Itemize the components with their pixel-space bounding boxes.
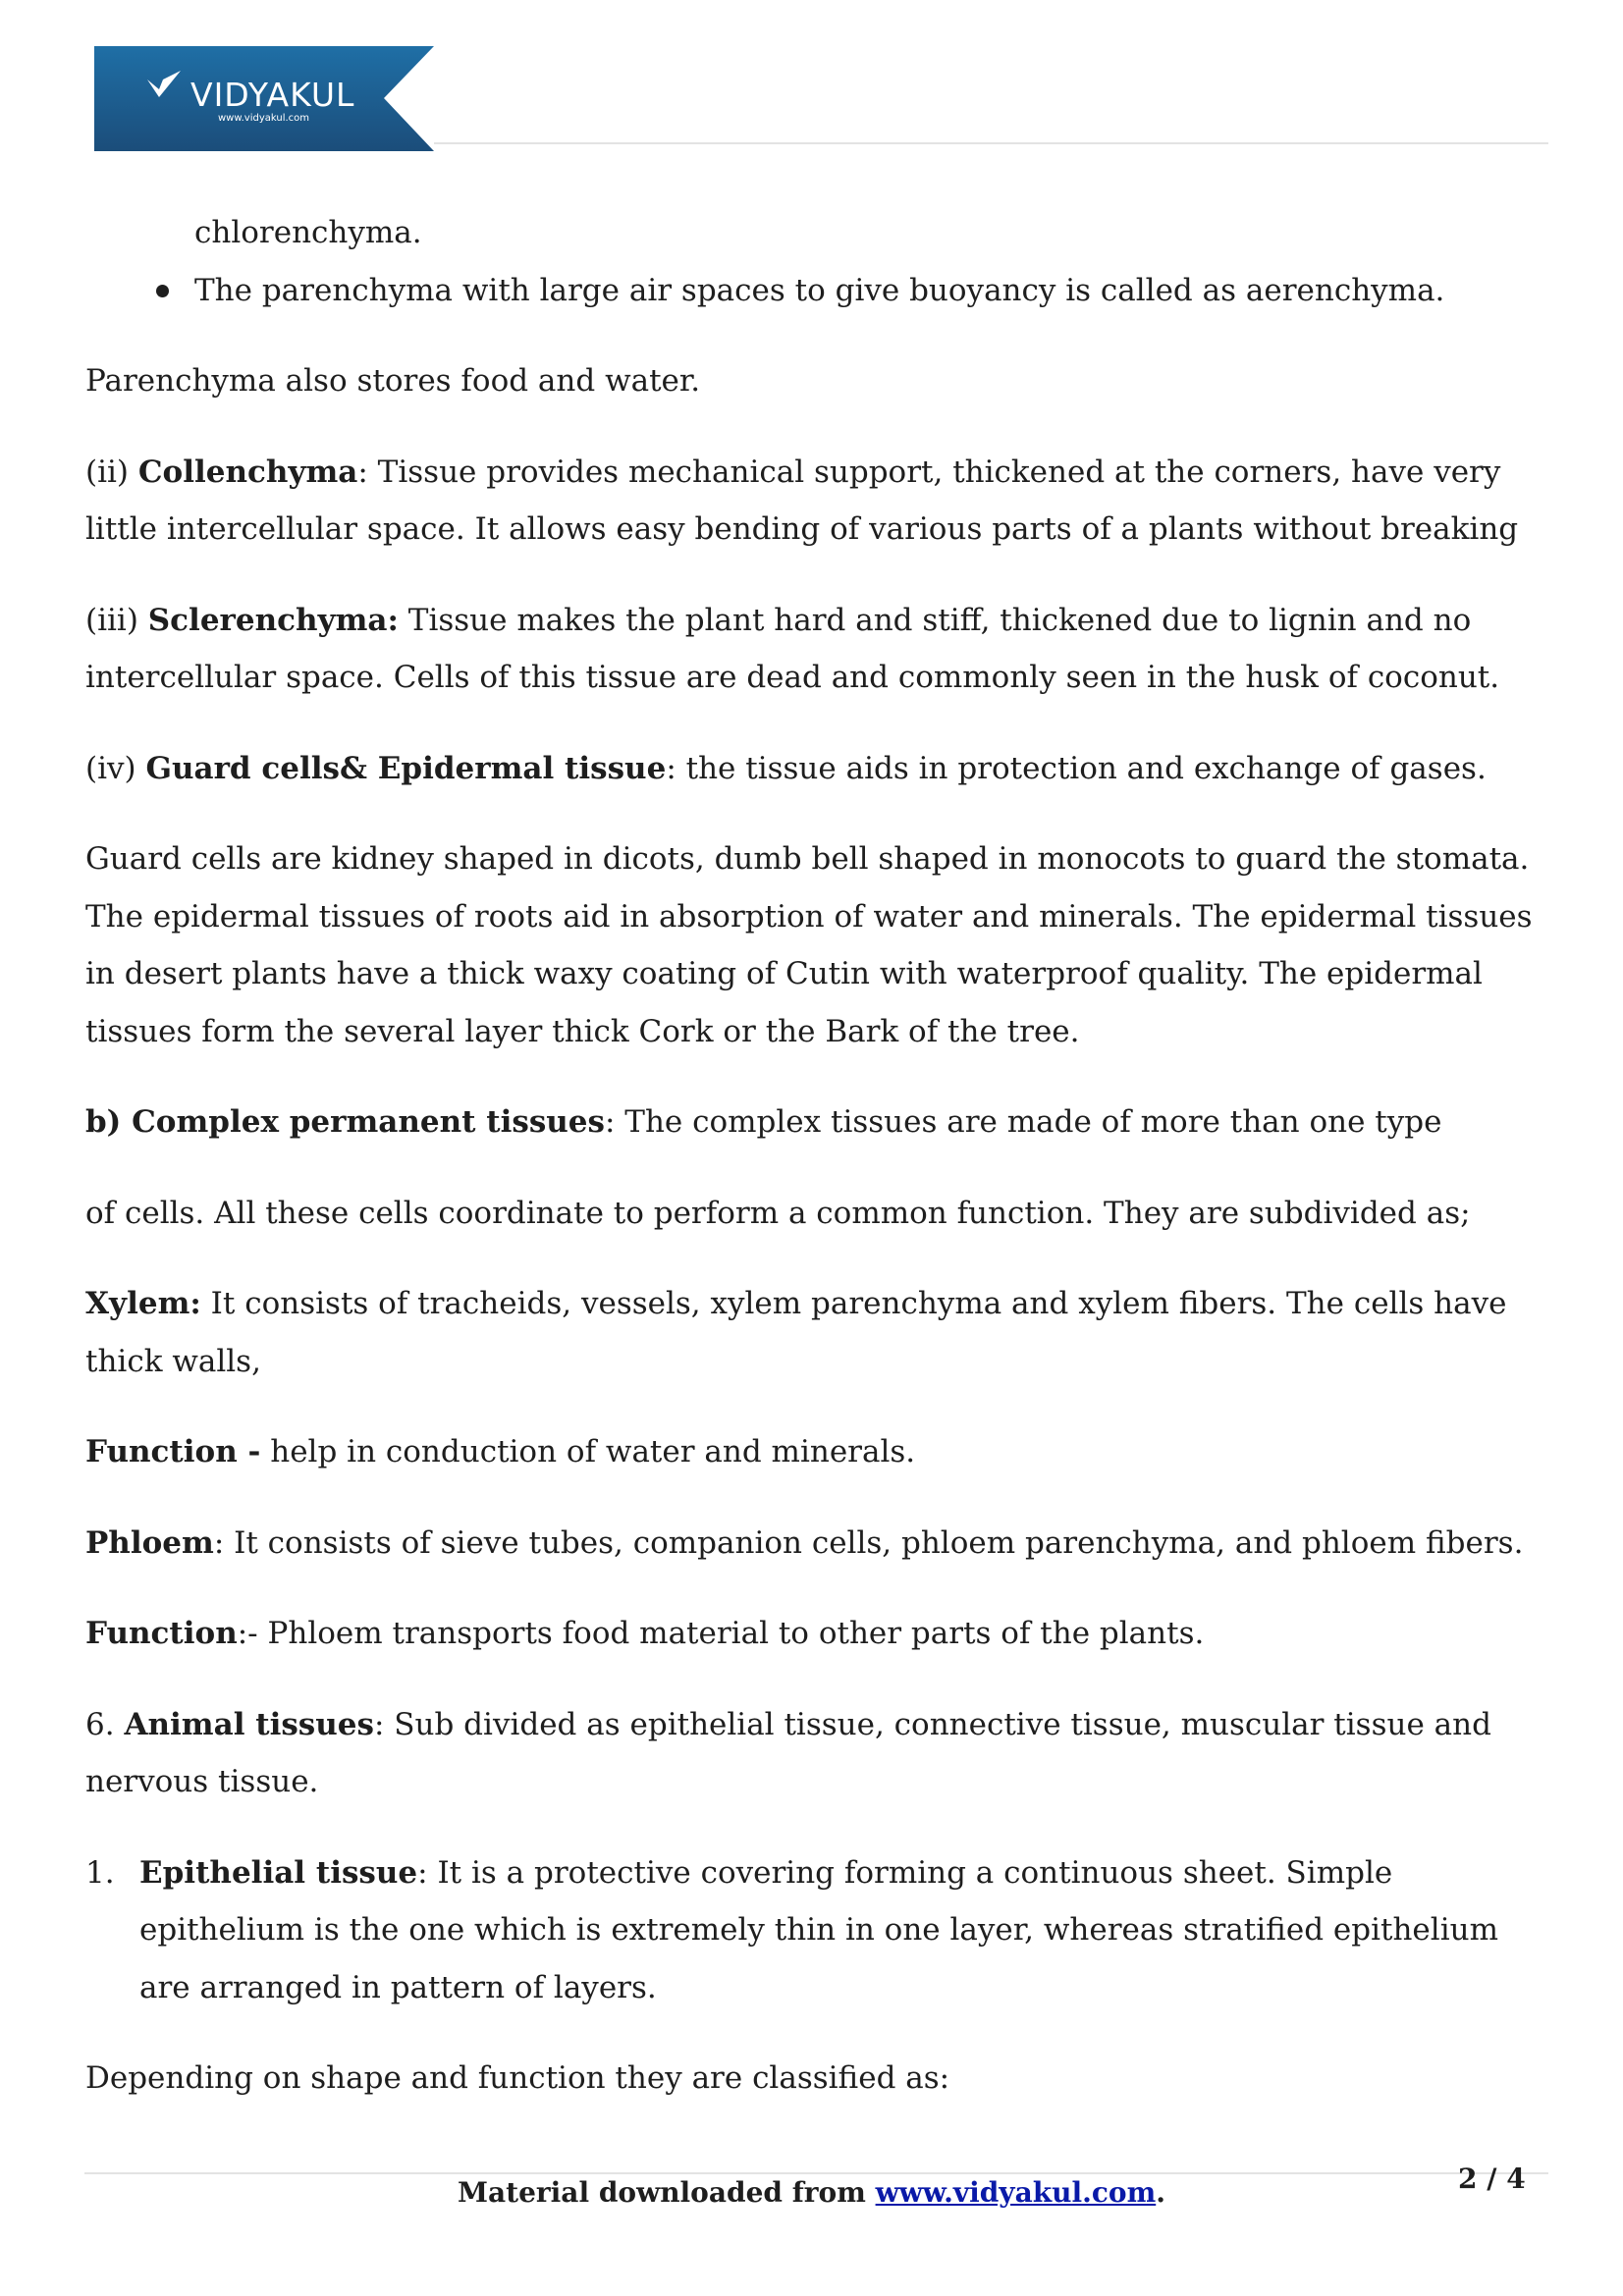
term-sclerenchyma: Sclerenchyma: <box>147 602 399 638</box>
list-number: 1. <box>85 1854 115 1891</box>
vidyakul-logo[interactable] <box>94 46 434 151</box>
term-complex: b) Complex permanent tissues <box>85 1104 605 1140</box>
page-number: 2 / 4 <box>1458 2163 1526 2195</box>
logo-name: VIDYAKUL <box>190 76 355 114</box>
term-function: Function <box>85 1616 238 1651</box>
paragraph-guard-cells-detail: Guard cells are kidney shaped in dicots, dumb bell shaped in monocots to guard the stomata. The epidermal tissues of roots aid in absorption of water and minerals. The epidermal tissues in desert plants have a thick waxy coating of Cutin with waterproof quality. The epidermal tissues form the several layer thick Cork or the Bark of the tree. <box>85 841 1533 1049</box>
paragraph-classified: Depending on shape and function they are classified as: <box>85 2060 950 2096</box>
paragraph-animal: 6. Animal tissues: Sub divided as epithelial tissue, connective tissue, muscular tissue and nervous tissue. <box>85 1706 1491 1799</box>
paragraph-xylem-function: Function - help in conduction of water and minerals. <box>85 1434 916 1469</box>
term-xylem: Xylem: <box>85 1286 201 1321</box>
footer-attribution: Material downloaded from www.vidyakul.com. <box>458 2176 1165 2209</box>
term-function: Function - <box>85 1434 261 1469</box>
term-collenchyma: Collenchyma <box>137 454 358 490</box>
footer-link[interactable]: www.vidyakul.com <box>875 2176 1157 2209</box>
document-body <box>85 204 1558 2141</box>
bullet-icon <box>156 285 169 297</box>
logo-url: www.vidyakul.com <box>218 113 310 124</box>
paragraph-complex-cont: of cells. All these cells coordinate to perform a common function. They are subdivided as; <box>85 1195 1471 1231</box>
paragraph-collenchyma: (ii) Collenchyma: Tissue provides mechanical support, thickened at the corners, have very little intercellular space. It allows easy bending of various parts of a plants without breaking <box>85 454 1519 547</box>
bullet-list <box>85 262 1558 320</box>
paragraph-phloem-function: Function:- Phloem transports food material to other parts of the plants. <box>85 1616 1205 1651</box>
paragraph-guard-cells: (iv) Guard cells& Epidermal tissue: the tissue aids in protection and exchange of gases. <box>85 750 1487 786</box>
paragraph-phloem: Phloem: It consists of sieve tubes, companion cells, phloem parenchyma, and phloem fibers. <box>85 1524 1524 1561</box>
term-animal: Animal tissues <box>124 1706 374 1742</box>
paragraph-parenchyma: Parenchyma also stores food and water. <box>85 363 701 399</box>
header-divider <box>434 142 1548 144</box>
list-item: The parenchyma with large air spaces to give buoyancy is called as aerenchyma. <box>194 262 1558 320</box>
continuation-text: chlorenchyma. <box>194 215 422 250</box>
term-epithelial: Epithelial tissue <box>139 1854 418 1891</box>
list-item: 1. Epithelial tissue: It is a protective covering forming a continuous sheet. Simple epithelium is the one which is extremely thin in one layer, whereas stratified epithelium are arranged in pattern of layers. <box>139 1844 1558 2017</box>
paragraph-complex: b) Complex permanent tissues: The complex tissues are made of more than one type <box>85 1104 1442 1140</box>
term-guard-cells: Guard cells& Epidermal tissue <box>145 750 667 786</box>
paragraph-sclerenchyma: (iii) Sclerenchyma: Tissue makes the plant hard and stiff, thickened due to lignin and no intercellular space. Cells of this tissue are dead and commonly seen in the husk of coconut. <box>85 602 1500 695</box>
paragraph-xylem: Xylem: It consists of tracheids, vessels, xylem parenchyma and xylem fibers. The cells have thick walls, <box>85 1286 1507 1379</box>
numbered-list <box>85 1844 1558 2017</box>
term-phloem: Phloem <box>85 1524 214 1561</box>
